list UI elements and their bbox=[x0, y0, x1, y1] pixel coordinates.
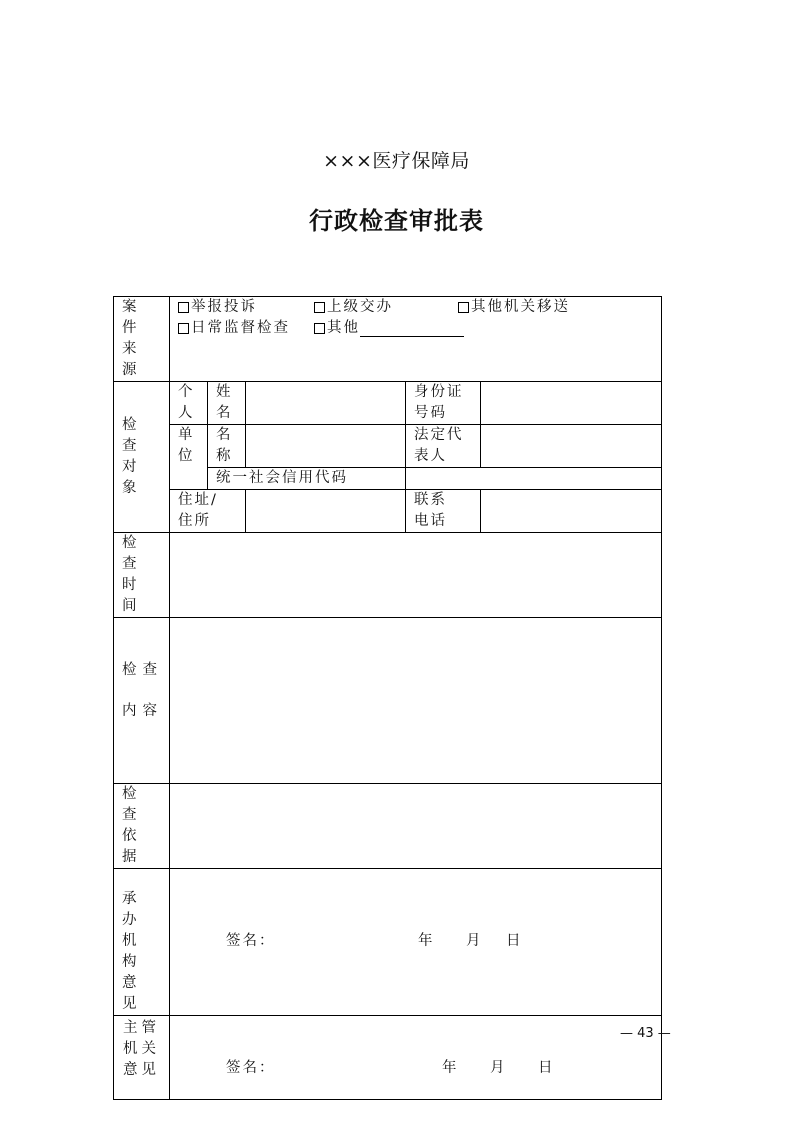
id-number-label: 身份证号码 bbox=[414, 384, 464, 421]
legal-rep-label-cell bbox=[406, 425, 481, 468]
page-number: — 43 — bbox=[620, 1026, 671, 1041]
handling-opinion-label: 承办机构意见 bbox=[122, 891, 143, 1012]
unit-label-cell bbox=[170, 425, 208, 490]
name-input[interactable] bbox=[246, 382, 406, 425]
authority-opinion-label-line2: 机关 bbox=[123, 1041, 160, 1057]
unit-name-label: 名称 bbox=[216, 427, 233, 464]
checkbox-icon[interactable] bbox=[314, 323, 325, 334]
case-source-label-cell bbox=[114, 297, 170, 382]
credit-code-label-cell bbox=[208, 468, 406, 490]
checkbox-icon[interactable] bbox=[178, 323, 189, 334]
handling-day-label: 日 bbox=[506, 933, 523, 949]
option-higher-assigned[interactable]: 上级交办 bbox=[314, 297, 458, 318]
authority-year-label: 年 bbox=[442, 1060, 459, 1076]
handling-opinion-label-cell bbox=[114, 869, 170, 1016]
check-time-input[interactable] bbox=[170, 533, 662, 618]
individual-label: 个人 bbox=[178, 384, 195, 421]
check-basis-label-cell bbox=[114, 784, 170, 869]
handling-opinion-input[interactable] bbox=[170, 869, 662, 1016]
credit-code-label: 统一社会信用代码 bbox=[216, 470, 348, 486]
case-source-options bbox=[170, 297, 662, 382]
unit-name-input[interactable] bbox=[246, 425, 406, 468]
authority-sign-label: 签名： bbox=[226, 1060, 276, 1076]
form-title: 行政检查审批表 bbox=[309, 207, 484, 235]
check-content-label-bottom: 内容 bbox=[122, 703, 163, 719]
handling-sign-label: 签名： bbox=[226, 933, 276, 949]
name-label: 姓名 bbox=[216, 384, 233, 421]
check-time-label-cell bbox=[114, 533, 170, 618]
authority-opinion-label-cell bbox=[114, 1016, 170, 1100]
check-basis-input[interactable] bbox=[170, 784, 662, 869]
phone-input[interactable] bbox=[481, 490, 662, 533]
check-content-input[interactable] bbox=[170, 618, 662, 784]
authority-month-label: 月 bbox=[490, 1060, 507, 1076]
check-content-label-top: 检查 bbox=[122, 662, 163, 678]
checkbox-icon[interactable] bbox=[178, 302, 189, 313]
unit-label: 单位 bbox=[178, 427, 195, 464]
name-label-cell bbox=[208, 382, 246, 425]
checkbox-icon[interactable] bbox=[314, 302, 325, 313]
option-other[interactable]: 其他 bbox=[314, 318, 464, 339]
authority-opinion-label-line1: 主管 bbox=[123, 1020, 160, 1036]
option-report-complaint[interactable]: 举报投诉 bbox=[178, 297, 314, 318]
id-number-input[interactable] bbox=[481, 382, 662, 425]
phone-label: 联系电话 bbox=[414, 492, 447, 529]
case-source-label: 案件来源 bbox=[122, 299, 143, 378]
individual-label-cell bbox=[170, 382, 208, 425]
handling-month-label: 月 bbox=[466, 933, 483, 949]
address-label-cell bbox=[170, 490, 246, 533]
address-input[interactable] bbox=[246, 490, 406, 533]
issuing-organization: ×××医疗保障局 bbox=[323, 150, 470, 172]
other-fill-line[interactable] bbox=[360, 320, 464, 337]
authority-opinion-input[interactable] bbox=[170, 1016, 662, 1100]
checkbox-icon[interactable] bbox=[458, 302, 469, 313]
handling-year-label: 年 bbox=[418, 933, 435, 949]
unit-name-label-cell bbox=[208, 425, 246, 468]
check-time-label: 检查时间 bbox=[122, 535, 143, 614]
authority-day-label: 日 bbox=[538, 1060, 555, 1076]
legal-rep-input[interactable] bbox=[481, 425, 662, 468]
credit-code-input[interactable] bbox=[406, 468, 662, 490]
check-content-label-cell bbox=[114, 618, 170, 784]
check-target-label-cell bbox=[114, 382, 170, 533]
id-number-label-cell bbox=[406, 382, 481, 425]
check-target-label: 检查对象 bbox=[122, 417, 143, 496]
authority-opinion-label-line3: 意见 bbox=[123, 1062, 160, 1078]
option-other-agency-transfer[interactable]: 其他机关移送 bbox=[458, 297, 570, 318]
phone-label-cell bbox=[406, 490, 481, 533]
check-basis-label: 检查依据 bbox=[122, 786, 143, 865]
address-label: 住址/住所 bbox=[178, 492, 218, 529]
legal-rep-label: 法定代表人 bbox=[414, 427, 464, 464]
approval-form-table bbox=[113, 296, 662, 1100]
option-routine-supervision[interactable]: 日常监督检查 bbox=[178, 318, 314, 339]
